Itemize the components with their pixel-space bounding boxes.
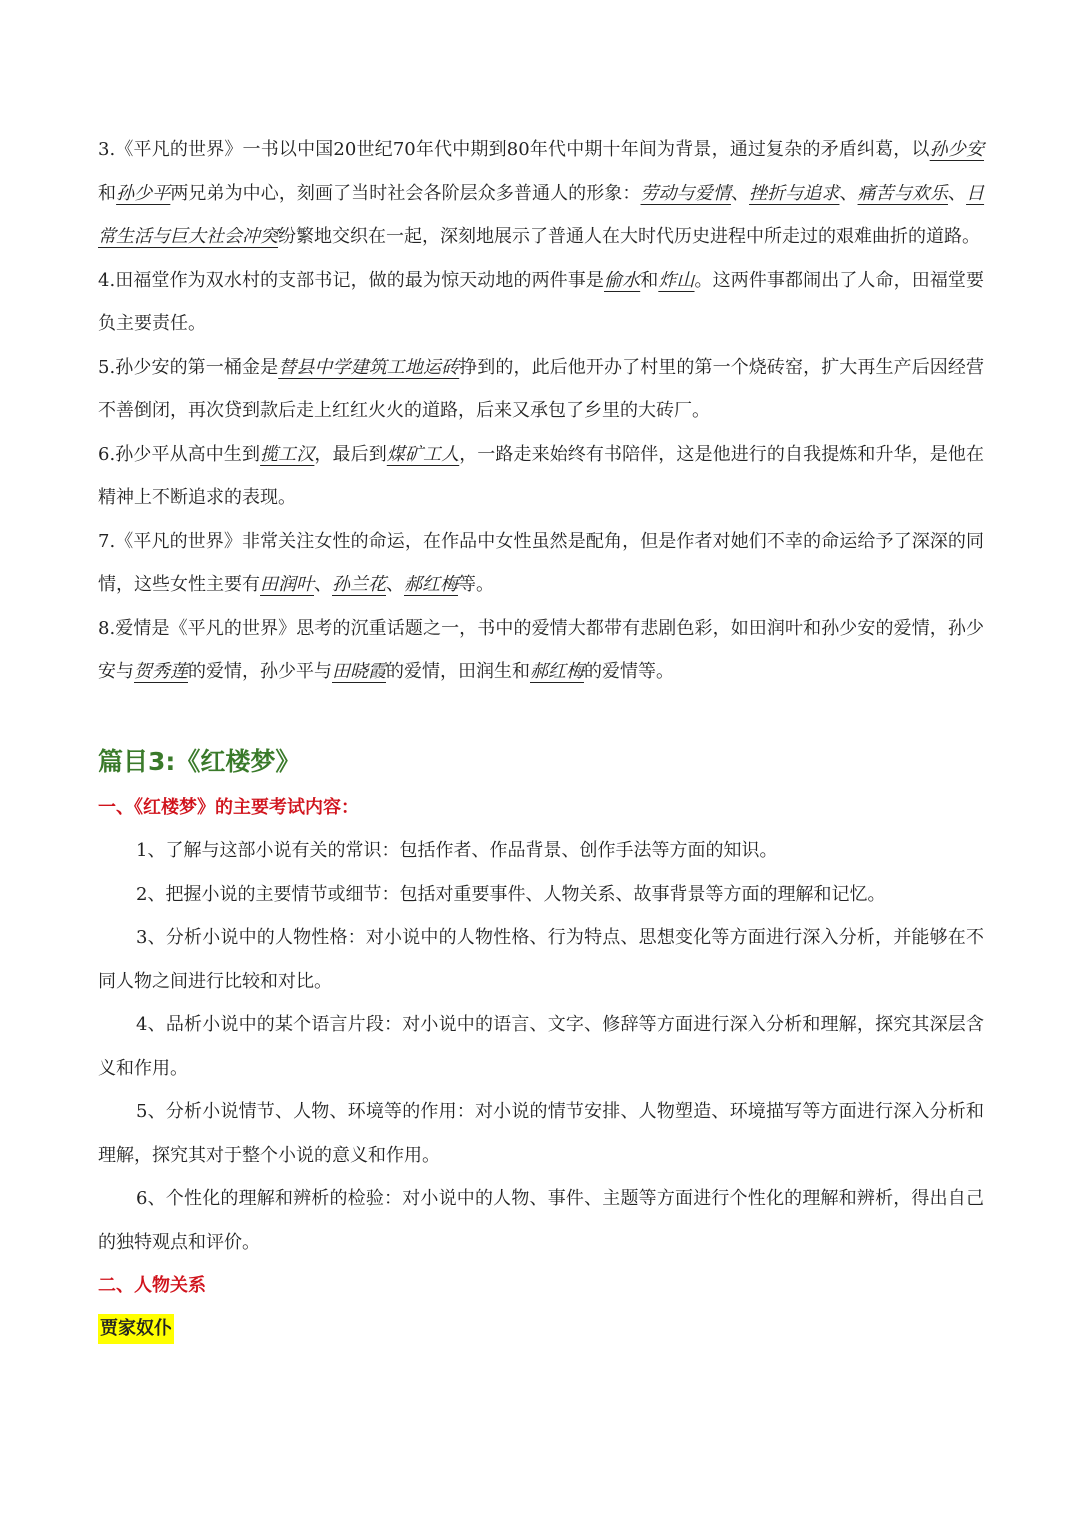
text-segment: ，最后到 bbox=[314, 443, 387, 465]
point-paragraph bbox=[98, 433, 984, 520]
section-heading-relations: 二、人物关系 bbox=[98, 1275, 206, 1296]
underlined-term: 郝红梅 bbox=[530, 661, 584, 682]
text-segment: 两兄弟为中心，刻画了当时社会各阶层众多普通人的形象： bbox=[170, 182, 641, 204]
point-paragraph bbox=[98, 520, 984, 607]
point-paragraph bbox=[98, 346, 984, 433]
exam-items-list bbox=[98, 829, 984, 1264]
underlined-term: 替县中学建筑工地运砖 bbox=[278, 356, 460, 378]
underlined-term: 孙兰花 bbox=[332, 574, 386, 595]
point-paragraph bbox=[98, 128, 984, 259]
underlined-term: 孙少安 bbox=[929, 139, 985, 160]
document-page bbox=[98, 128, 984, 1344]
text-segment: 、 bbox=[386, 574, 404, 595]
underlined-term: 偷水 bbox=[604, 269, 641, 291]
point-paragraph bbox=[98, 259, 984, 346]
underlined-term: 痛苦与欢乐 bbox=[857, 182, 948, 204]
chapter-title: 篇目3:《红楼梦》 bbox=[98, 746, 301, 776]
text-segment: 3.《平凡的世界》一书以中国20世纪70年代中期到80年代中期十年间为背景，通过复杂的矛盾纠葛，以 bbox=[98, 139, 930, 160]
point-paragraph bbox=[98, 607, 984, 694]
text-segment: 6.孙少平从高中生到 bbox=[98, 443, 261, 465]
exam-item: 6、个性化的理解和辨析的检验：对小说中的人物、事件、主题等方面进行个性化的理解和辨析，得出自己的独特观点和评价。 bbox=[98, 1188, 984, 1253]
text-segment: 、 bbox=[947, 182, 967, 204]
underlined-term: 日常生活与巨大社会冲突 bbox=[98, 182, 985, 247]
underlined-term: 孙少平 bbox=[116, 182, 171, 204]
text-segment: 5.孙少安的第一桶金是 bbox=[98, 356, 279, 378]
text-segment: 。这两件事都闹出了人命，田福堂要负主要责任。 bbox=[98, 269, 985, 334]
exam-item: 3、分析小说中的人物性格：对小说中的人物性格、行为特点、思想变化等方面进行深入分析，并能够在不同人物之间进行比较和对比。 bbox=[98, 927, 984, 992]
text-segment: 8.爱情是《平凡的世界》思考的沉重话题之一，书中的爱情大都带有悲剧色彩，如田润叶和孙少安的爱情，孙少安与 bbox=[98, 617, 984, 682]
text-segment: 、 bbox=[839, 182, 858, 204]
text-segment: 和 bbox=[98, 182, 117, 204]
text-segment: 挣到的，此后他开办了村里的第一个烧砖窑，扩大再生产后因经营不善倒闭，再次贷到款后走上红红火火的道路，后来又承包了乡里的大砖厂。 bbox=[98, 356, 985, 421]
text-segment: 的爱情，孙少平与 bbox=[188, 661, 332, 682]
text-segment: ，一路走来始终有书陪伴，这是他进行的自我提炼和升华，是他在精神上不断追求的表现。 bbox=[98, 443, 985, 508]
exam-item: 1、了解与这部小说有关的常识：包括作者、作品背景、创作手法等方面的知识。 bbox=[136, 840, 778, 861]
exam-item: 5、分析小说情节、人物、环境等的作用：对小说的情节安排、人物塑造、环境描写等方面进行深入分析和理解，探究其对于整个小说的意义和作用。 bbox=[98, 1101, 984, 1166]
exam-item: 4、品析小说中的某个语言片段：对小说中的语言、文字、修辞等方面进行深入分析和理解，探究其深层含义和作用。 bbox=[98, 1014, 984, 1079]
underlined-term: 劳动与爱情 bbox=[640, 182, 731, 204]
underlined-term: 田润叶 bbox=[260, 574, 314, 595]
text-segment: 4.田福堂作为双水村的支部书记，做的最为惊天动地的两件事是 bbox=[98, 269, 604, 291]
exam-item: 2、把握小说的主要情节或细节：包括对重要事件、人物关系、故事背景等方面的理解和记忆。 bbox=[136, 883, 886, 905]
text-segment: 和 bbox=[640, 269, 659, 291]
underlined-term: 田晓霞 bbox=[332, 661, 386, 682]
underlined-term: 揽工汉 bbox=[260, 443, 315, 465]
highlight-label: 贾家奴仆 bbox=[98, 1314, 174, 1344]
text-segment: 、 bbox=[730, 182, 750, 204]
text-segment: 纷繁地交织在一起，深刻地展示了普通人在大时代历史进程中所走过的艰难曲折的道路。 bbox=[278, 226, 980, 247]
underlined-term: 贺秀莲 bbox=[134, 661, 188, 682]
underlined-term: 炸山 bbox=[658, 269, 695, 291]
text-segment: 的爱情，田润生和 bbox=[386, 661, 530, 682]
underlined-term: 煤矿工人 bbox=[386, 443, 460, 465]
section-heading-exam: 一、《红楼梦》的主要考试内容： bbox=[98, 796, 359, 818]
text-segment: 的爱情等。 bbox=[584, 661, 674, 682]
text-segment: 等。 bbox=[458, 574, 494, 595]
text-segment: 、 bbox=[314, 574, 332, 595]
underlined-term: 挫折与追求 bbox=[749, 182, 840, 204]
underlined-term: 郝红梅 bbox=[404, 574, 458, 595]
points-list bbox=[98, 128, 984, 694]
text-segment: 7.《平凡的世界》非常关注女性的命运，在作品中女性虽然是配角，但是作者对她们不幸的命运给予了深深的同情，这些女性主要有 bbox=[98, 530, 984, 595]
